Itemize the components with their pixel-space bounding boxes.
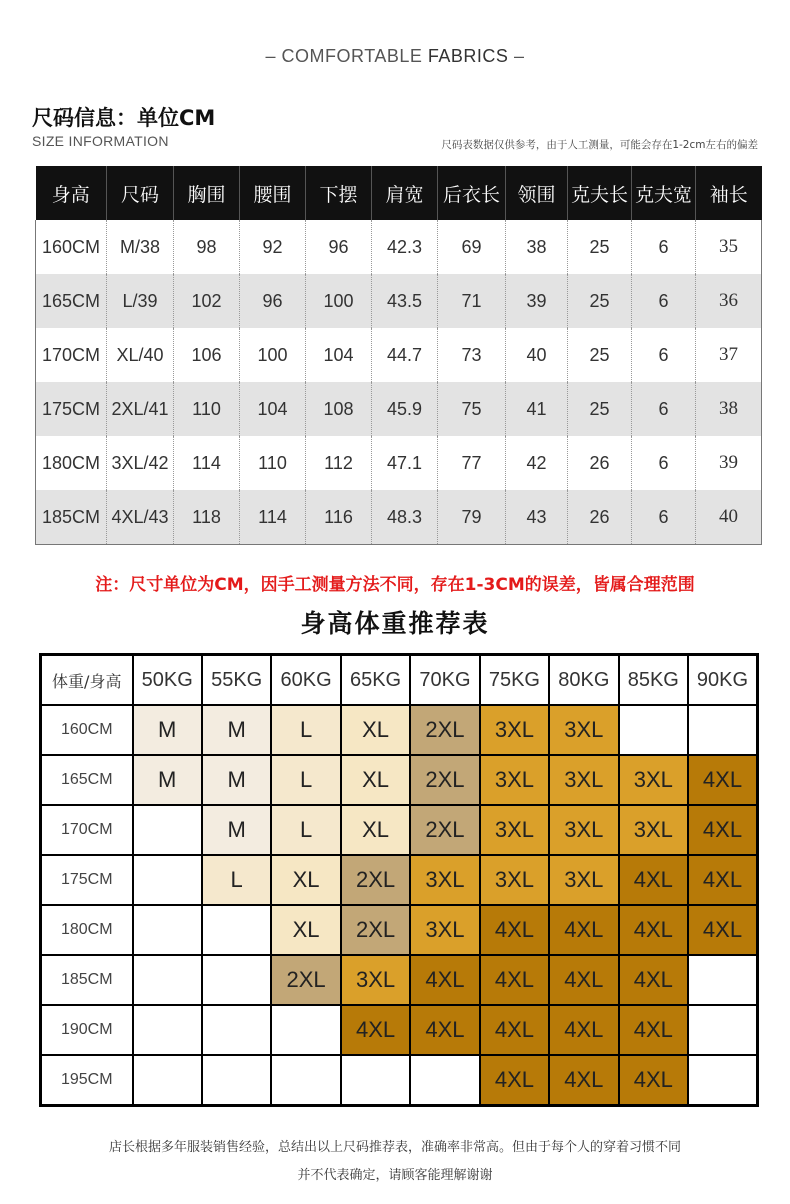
recommend-cell: 4XL	[549, 905, 618, 955]
size-table-cell: 69	[438, 220, 506, 274]
recommend-cell: L	[271, 705, 340, 755]
header-cell: 领围	[506, 166, 568, 220]
recommend-cell: XL	[271, 855, 340, 905]
size-table-cell: 4XL/43	[107, 490, 174, 545]
recommend-cell	[688, 1055, 758, 1106]
recommend-cell: L	[271, 805, 340, 855]
header-cell: 肩宽	[372, 166, 438, 220]
recommend-row	[41, 955, 758, 1005]
weight-header: 90KG	[688, 655, 758, 706]
weight-header: 50KG	[133, 655, 202, 706]
size-table-cell: 77	[438, 436, 506, 490]
size-table-cell: 6	[632, 328, 696, 382]
size-table-cell: 39	[506, 274, 568, 328]
size-table-cell: 44.7	[372, 328, 438, 382]
recommend-row	[41, 705, 758, 755]
size-table-cell: 40	[506, 328, 568, 382]
size-table-cell: 43	[506, 490, 568, 545]
size-table-cell: 112	[306, 436, 372, 490]
recommend-cell: 4XL	[619, 955, 688, 1005]
banner-dash-left: –	[265, 46, 277, 66]
size-table-cell: 104	[306, 328, 372, 382]
recommend-cell: 4XL	[549, 955, 618, 1005]
size-table	[35, 166, 762, 545]
size-table-cell: 2XL/41	[107, 382, 174, 436]
size-table-cell: 98	[174, 220, 240, 274]
size-table-cell: 75	[438, 382, 506, 436]
recommend-table	[39, 653, 759, 1107]
size-table-cell: XL/40	[107, 328, 174, 382]
size-table-row	[36, 274, 762, 328]
header-cell: 尺码	[107, 166, 174, 220]
recommend-row	[41, 855, 758, 905]
header-cell: 腰围	[240, 166, 306, 220]
size-table-cell: 185CM	[36, 490, 107, 545]
recommend-cell: 3XL	[410, 905, 479, 955]
recommend-cell: 4XL	[480, 1005, 549, 1055]
header-cell: 下摆	[306, 166, 372, 220]
recommend-cell	[619, 705, 688, 755]
recommend-cell: 3XL	[480, 805, 549, 855]
recommend-row	[41, 1005, 758, 1055]
recommend-cell: XL	[341, 705, 410, 755]
recommend-cell: XL	[271, 905, 340, 955]
recommend-row	[41, 905, 758, 955]
header-cell: 后衣长	[438, 166, 506, 220]
recommend-cell	[133, 1005, 202, 1055]
weight-header: 85KG	[619, 655, 688, 706]
size-table-row	[36, 328, 762, 382]
size-table-cell: 96	[306, 220, 372, 274]
size-table-cell: 104	[240, 382, 306, 436]
size-table-cell: 25	[568, 328, 632, 382]
recommend-cell	[410, 1055, 479, 1106]
height-label: 170CM	[41, 805, 133, 855]
recommend-cell: 4XL	[480, 1055, 549, 1106]
header-cell: 克夫长	[568, 166, 632, 220]
recommend-row	[41, 1055, 758, 1106]
size-table-cell: 48.3	[372, 490, 438, 545]
footer-line-1: 店长根据多年服装销售经验，总结出以上尺码推荐表，准确率非常高。但由于每个人的穿着习惯不同	[108, 1140, 681, 1155]
size-table-cell: 92	[240, 220, 306, 274]
recommend-cell	[341, 1055, 410, 1106]
weight-header: 75KG	[480, 655, 549, 706]
size-table-row	[36, 220, 762, 274]
size-table-row	[36, 490, 762, 545]
size-table-cell: 73	[438, 328, 506, 382]
recommend-cell: M	[133, 755, 202, 805]
corner-header: 体重/身高	[41, 655, 133, 706]
height-label: 160CM	[41, 705, 133, 755]
recommend-cell: L	[202, 855, 271, 905]
recommend-cell: 4XL	[619, 905, 688, 955]
size-table-cell: 108	[306, 382, 372, 436]
size-table-cell: 180CM	[36, 436, 107, 490]
recommend-cell: 4XL	[549, 1055, 618, 1106]
size-table-cell: 170CM	[36, 328, 107, 382]
size-table-cell: 175CM	[36, 382, 107, 436]
size-table-cell: 36	[696, 274, 762, 328]
weight-header: 65KG	[341, 655, 410, 706]
size-table-cell: 96	[240, 274, 306, 328]
recommend-cell: 4XL	[688, 755, 758, 805]
recommend-cell: 2XL	[410, 705, 479, 755]
size-table-cell: 160CM	[36, 220, 107, 274]
recommend-cell: 3XL	[549, 805, 618, 855]
recommend-cell: M	[202, 705, 271, 755]
recommend-cell	[202, 905, 271, 955]
size-table-cell: 41	[506, 382, 568, 436]
size-table-cell: 40	[696, 490, 762, 545]
size-table-cell: 35	[696, 220, 762, 274]
size-info-note: 尺码表数据仅供参考，由于人工测量，可能会存在1-2cm左右的偏差	[441, 139, 758, 151]
recommend-cell: XL	[341, 805, 410, 855]
size-table-row	[36, 436, 762, 490]
size-table-cell: M/38	[107, 220, 174, 274]
recommend-cell: XL	[341, 755, 410, 805]
recommend-cell: M	[133, 705, 202, 755]
size-table-cell: 110	[174, 382, 240, 436]
size-table-cell: 116	[306, 490, 372, 545]
recommend-header-row	[41, 655, 758, 706]
footer-line-2: 并不代表确定，请顾客能理解谢谢	[297, 1168, 493, 1183]
recommend-cell: 4XL	[410, 1005, 479, 1055]
size-table-cell: 38	[506, 220, 568, 274]
weight-header: 55KG	[202, 655, 271, 706]
size-table-cell: 6	[632, 274, 696, 328]
recommend-cell: 3XL	[549, 855, 618, 905]
size-table-cell: 100	[240, 328, 306, 382]
recommend-cell: 4XL	[341, 1005, 410, 1055]
recommend-cell: 3XL	[480, 705, 549, 755]
height-label: 165CM	[41, 755, 133, 805]
recommend-cell: 2XL	[341, 855, 410, 905]
size-table-cell: 165CM	[36, 274, 107, 328]
recommend-cell: 3XL	[480, 855, 549, 905]
recommend-cell: 4XL	[688, 805, 758, 855]
height-label: 195CM	[41, 1055, 133, 1106]
recommend-cell: 3XL	[549, 755, 618, 805]
size-table-cell: 26	[568, 436, 632, 490]
recommend-cell: 2XL	[341, 905, 410, 955]
size-table-cell: 37	[696, 328, 762, 382]
size-table-cell: 6	[632, 382, 696, 436]
size-table-cell: 114	[174, 436, 240, 490]
size-table-cell: 79	[438, 490, 506, 545]
recommend-cell: 4XL	[619, 855, 688, 905]
header-cell: 身高	[36, 166, 107, 220]
size-table-cell: 47.1	[372, 436, 438, 490]
size-table-cell: 25	[568, 274, 632, 328]
height-label: 180CM	[41, 905, 133, 955]
recommend-cell: 3XL	[619, 805, 688, 855]
banner-dash-right: –	[513, 46, 525, 66]
size-table-row	[36, 382, 762, 436]
size-table-cell: 3XL/42	[107, 436, 174, 490]
recommend-cell	[133, 855, 202, 905]
size-table-cell: 100	[306, 274, 372, 328]
recommend-cell: 4XL	[410, 955, 479, 1005]
recommend-cell: M	[202, 755, 271, 805]
recommend-cell	[133, 1055, 202, 1106]
recommend-cell	[271, 1005, 340, 1055]
size-table-cell: 42	[506, 436, 568, 490]
size-table-cell: 6	[632, 220, 696, 274]
header-cell: 袖长	[696, 166, 762, 220]
size-table-cell: 6	[632, 490, 696, 545]
recommend-cell: 2XL	[410, 755, 479, 805]
recommend-cell	[688, 1005, 758, 1055]
weight-header: 70KG	[410, 655, 479, 706]
size-table-cell: 26	[568, 490, 632, 545]
recommend-title: 身高体重推荐表	[300, 609, 490, 638]
recommend-cell	[202, 1055, 271, 1106]
height-label: 185CM	[41, 955, 133, 1005]
recommend-cell	[202, 955, 271, 1005]
recommend-cell: 3XL	[410, 855, 479, 905]
fabrics-banner	[0, 46, 790, 67]
size-table-cell: 118	[174, 490, 240, 545]
recommend-cell: L	[271, 755, 340, 805]
recommend-cell: 3XL	[480, 755, 549, 805]
size-table-cell: 45.9	[372, 382, 438, 436]
size-table-cell: 6	[632, 436, 696, 490]
size-table-cell: 114	[240, 490, 306, 545]
size-info-subtitle: SIZE INFORMATION	[32, 133, 169, 149]
recommend-cell: 4XL	[480, 905, 549, 955]
recommend-cell: 4XL	[619, 1055, 688, 1106]
recommend-cell: 2XL	[271, 955, 340, 1005]
measurement-warning: 注：尺寸单位为CM，因手工测量方法不同，存在1-3CM的误差，皆属合理范围	[95, 575, 695, 595]
header-cell: 克夫宽	[632, 166, 696, 220]
size-table-cell: L/39	[107, 274, 174, 328]
height-label: 190CM	[41, 1005, 133, 1055]
banner-light-text: COMFORTABLE	[281, 46, 423, 66]
size-table-cell: 38	[696, 382, 762, 436]
recommend-cell: 4XL	[549, 1005, 618, 1055]
recommend-cell	[133, 955, 202, 1005]
recommend-cell: 4XL	[480, 955, 549, 1005]
size-table-cell: 43.5	[372, 274, 438, 328]
recommend-cell	[271, 1055, 340, 1106]
recommend-cell: 2XL	[410, 805, 479, 855]
recommend-cell	[133, 905, 202, 955]
size-table-cell: 25	[568, 382, 632, 436]
recommend-cell: 4XL	[688, 905, 758, 955]
size-info-title: 尺码信息：单位CM	[32, 106, 216, 130]
size-table-header	[36, 166, 762, 220]
recommend-cell	[688, 705, 758, 755]
recommend-cell: 3XL	[549, 705, 618, 755]
recommend-row	[41, 755, 758, 805]
size-table-cell: 110	[240, 436, 306, 490]
height-label: 175CM	[41, 855, 133, 905]
size-table-cell: 71	[438, 274, 506, 328]
size-table-cell: 106	[174, 328, 240, 382]
size-table-cell: 42.3	[372, 220, 438, 274]
recommend-cell: 3XL	[341, 955, 410, 1005]
banner-bold-text: FABRICS	[427, 46, 509, 66]
size-table-cell: 102	[174, 274, 240, 328]
weight-header: 60KG	[271, 655, 340, 706]
recommend-cell	[688, 955, 758, 1005]
size-table-cell: 39	[696, 436, 762, 490]
recommend-row	[41, 805, 758, 855]
weight-header: 80KG	[549, 655, 618, 706]
recommend-cell: 4XL	[619, 1005, 688, 1055]
recommend-cell	[133, 805, 202, 855]
size-table-cell: 25	[568, 220, 632, 274]
recommend-cell: 3XL	[619, 755, 688, 805]
recommend-cell: 4XL	[688, 855, 758, 905]
recommend-cell	[202, 1005, 271, 1055]
recommend-cell: M	[202, 805, 271, 855]
header-cell: 胸围	[174, 166, 240, 220]
